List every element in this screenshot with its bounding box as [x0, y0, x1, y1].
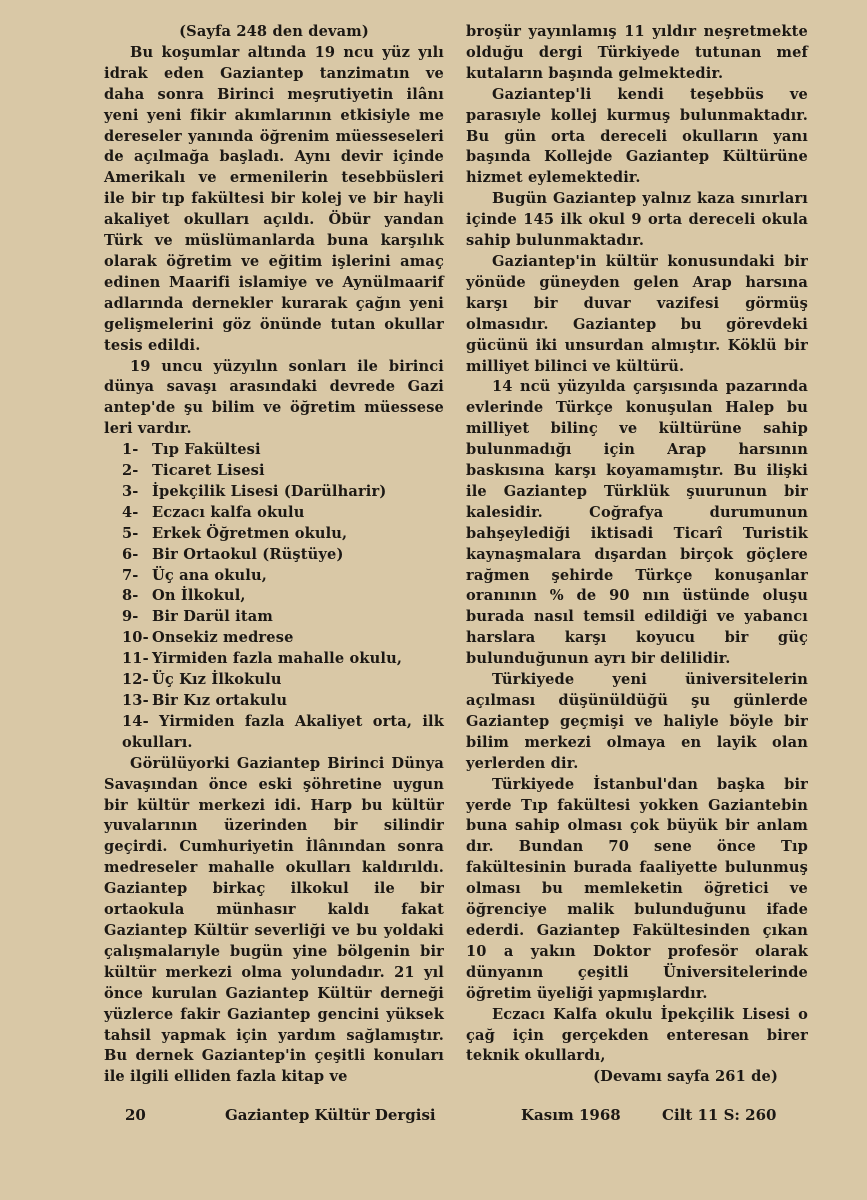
issue-date: Kasım 1968 — [521, 1106, 621, 1124]
list-item-text: Tıp Fakültesi — [152, 441, 261, 459]
paragraph: broşür yayınlamış 11 yıldır neşretmekte olduğu dergi Türkiyede tutunan mef kutaların başında gelmektedir. — [466, 23, 808, 82]
paragraph: 19 uncu yüzyılın sonları ile birinci dünya savaşı arasındaki devrede Gazi antep'de şu bilim ve öğretim müessese leri vardır. — [104, 357, 444, 438]
list-item-text: Üç ana okulu, — [152, 566, 267, 584]
paragraph: Türkiyede yeni üniversitelerin açılması düşünüldüğü şu günlerde Gaziantep geçmişi ve haliyle böyle bir bilim merkezi olmaya en layik olan yerlerden dir. — [466, 671, 808, 772]
list-item — [122, 607, 444, 628]
continued-note: (Devamı sayfa 261 de) — [593, 1068, 778, 1086]
list-item-text: Bir Darül itam — [152, 608, 273, 626]
list-item-text: Ticaret Lisesi — [152, 462, 265, 480]
paragraph: Türkiyede İstanbul'dan başka bir yerde Tıp fakültesi yokken Gaziantebin buna sahip olması çok büyük bir anlam dır. Bundan 70 sene önce Tıp fakültesinin burada faaliyette bulunmuş olması bu memleketin öğretici ve öğrenciye malik bulunduğunu ifade ederdi. Gaziantep Fakültesinden çıkan 10 a yakın Doktor profesör olarak dünyanın çeşitli Üniversitelerinde öğretim üyeliği yapmışlardır. — [466, 775, 808, 1002]
paragraph: Eczacı Kalfa okulu İpekçilik Lisesi o çağ için gerçekden enteresan birer teknik okullardı, — [466, 1005, 808, 1065]
list-item-number: 11- — [122, 650, 149, 668]
list-item-number: 3- — [122, 482, 139, 500]
list-item-text: İpekçilik Lisesi (Darülharir) — [152, 482, 387, 500]
list-item-number: 5- — [122, 524, 139, 542]
list-item-number: 6- — [122, 545, 139, 563]
paragraph: 14 ncü yüzyılda çarşısında pazarında evlerinde Türkçe konuşulan Halep bu milliyet bilinç ve kültürüne sahip bulunmadığı için Arap harsının baskısına karşı koyamamıştır. Bu ilişki ile Gaziantep Türklük şuurunun bir kalesidir. Coğrafya durumunun bahşeylediği iktisadi Ticarî Turistik kaynaşmalara dışardan birçok göçlere rağmen şehirde Türkçe konuşanlar oranının % de 90 nın üstünde oluşu burada nasıl temsil edildiği ve yabancı harslara karşı koyucu bir güç bulunduğunun ayrı bir delilidir. — [466, 378, 808, 668]
list-item — [122, 670, 444, 691]
volume-info: Cilt 11 S: 260 — [662, 1106, 777, 1124]
right-column — [466, 22, 808, 1088]
list-item — [122, 545, 444, 566]
list-item-text: On İlkokul, — [152, 587, 246, 605]
list-item-number: 8- — [122, 587, 139, 605]
list-item-number: 7- — [122, 566, 139, 584]
list-item-text: Bir Kız ortakulu — [152, 692, 288, 709]
paragraph: Bu koşumlar altında 19 ncu yüz yılı idrak eden Gaziantep tanzimatın ve daha sonra Birinci meşrutiyetin ilânı yeni yeni fikir akımlarının etkisiyle me dereseler yanında öğrenim müesseseleri de açılmağa başladı. Aynı devir içinde Amerikalı ve ermenilerin tesebbüsleri ile bir tıp fakültesi bir kolej ve bir hayli akaliyet okulları açıldı. Öbür yandan Türk ve müslümanlarda buna karşılık olarak öğretim ve eğitim işlerini amaç edinen Maarifi islamiye ve Aynülmaarif adlarında dernekler kurarak çağın yeni gelişmelerini göz önünde tutan okullar tesis edildi. — [104, 43, 444, 354]
list-item-text: Erkek Öğretmen okulu, — [152, 524, 348, 542]
list-item-number: 12- — [122, 671, 149, 689]
list-item — [122, 524, 444, 545]
list-item-number: 1- — [122, 441, 139, 459]
list-item-text: Onsekiz medrese — [152, 629, 294, 647]
paragraph: Gaziantep'in kültür konusundaki bir yönüde güneyden gelen Arap harsına karşı bir duvar vazifesi görmüş olmasıdır. Gaziantep bu görevdeki gücünü iki unsurdan almıştır. Köklü bir milliyet bilinci ve kültürü. — [466, 252, 808, 375]
page-number: 20 — [125, 1106, 146, 1124]
list-item-14: 14- Yirmiden fazla Akaliyet orta, ilk okulları. — [122, 712, 444, 751]
list-item-number: 2- — [122, 462, 139, 480]
list-item — [122, 440, 444, 461]
list-item — [122, 566, 444, 587]
list-item — [122, 503, 444, 524]
list-item-number: 10- — [122, 629, 149, 647]
list-item — [122, 691, 444, 712]
continuation-heading: (Sayfa 248 den devam) — [179, 23, 369, 40]
list-item-text: Eczacı kalfa okulu — [152, 503, 305, 521]
institution-list — [104, 440, 444, 712]
list-item-number: 4- — [122, 503, 139, 521]
paragraph: Bugün Gaziantep yalnız kaza sınırları içinde 145 ilk okul 9 orta dereceli okula sahip bulunmaktadır. — [466, 190, 808, 250]
list-item-number: 9- — [122, 608, 139, 626]
list-item-text: Yirmiden fazla mahalle okulu, — [152, 650, 403, 668]
list-item — [122, 649, 444, 670]
list-item — [122, 461, 444, 482]
left-column — [104, 22, 444, 1088]
list-item — [122, 482, 444, 503]
list-item — [122, 586, 444, 607]
list-item — [122, 628, 444, 649]
list-item-text: Üç Kız İlkokulu — [152, 671, 282, 689]
paragraph: Görülüyorki Gaziantep Birinci Dünya Savaşından önce eski şöhretine uygun bir kültür merkezi idi. Harp bu kültür yuvalarının üzerinden bir silindir geçirdi. Cumhuriyetin İlânından sonra medreseler mahalle okulları kaldırıldı. Gaziantep birkaç ilkokul ile bir ortaokula münhasır kaldı fakat Gaziantep Kültür severliği ve bu yoldaki çalışmalarıyle bugün yine bölgenin bir kültür merkezi olma yolundadır. 21 yıl önce kurulan Gaziantep Kültür derneği yüzlerce fakir Gaziantep gencini yüksek tahsil yapmak için yardım sağlamıştır. Bu dernek Gaziantep'in çeşitli konuları ile ilgili elliden fazla kitap ve — [104, 754, 444, 1086]
journal-title: Gaziantep Kültür Dergisi — [225, 1106, 436, 1124]
paragraph: Gaziantep'li kendi teşebbüs ve parasıyle kollej kurmuş bulunmaktadır. Bu gün orta dereceli okulların yanı başında Kollejde Gaziantep Kültürüne hizmet eylemektedir. — [466, 85, 808, 187]
list-item-text: Bir Ortaokul (Rüştüye) — [152, 545, 344, 563]
list-item-number: 13- — [122, 692, 149, 709]
